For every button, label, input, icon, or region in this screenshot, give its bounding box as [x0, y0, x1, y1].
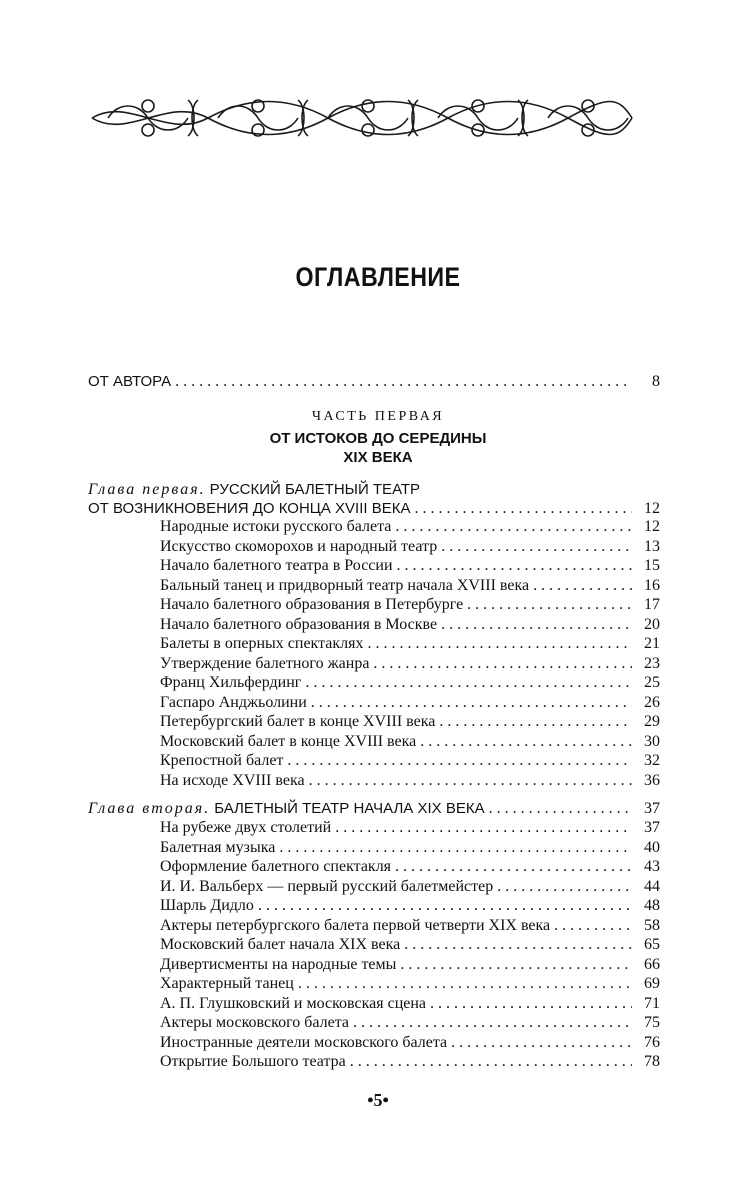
toc-page-number: 76 [644, 1033, 660, 1051]
toc-entry-chapter-1[interactable] [88, 499, 660, 518]
dot-leader [439, 712, 632, 731]
toc-entry-label: Московский балет в конце XVIII века [160, 732, 417, 750]
toc-entry-preface[interactable] [88, 372, 660, 391]
dot-leader [368, 634, 632, 653]
dot-leader [451, 1033, 632, 1052]
toc-entry-section[interactable] [160, 576, 660, 595]
dot-leader [497, 877, 632, 896]
dot-leader [311, 693, 632, 712]
toc-entry-chapter-2[interactable] [88, 799, 660, 818]
toc-page-number: 21 [644, 635, 660, 652]
part-title-line2: XIX ВЕКА [343, 449, 413, 466]
dot-leader [395, 857, 632, 876]
toc-entry-label: ОТ АВТОРА [88, 373, 172, 390]
toc-page-number: 71 [644, 994, 660, 1012]
toc-entry-section[interactable] [160, 517, 660, 536]
toc-page-number: 25 [644, 674, 660, 691]
chapter-label: Глава вторая. [88, 800, 211, 817]
toc-entry-section[interactable] [160, 615, 660, 634]
dot-leader [395, 517, 632, 536]
dot-leader [175, 372, 632, 391]
dot-leader [554, 916, 632, 935]
toc-entry-section[interactable] [160, 1033, 660, 1052]
toc-entry-label: Начало балетного образования в Москве [160, 615, 438, 633]
toc-page-number: 29 [644, 713, 660, 730]
dot-leader [287, 751, 632, 770]
toc-entry-label: Шарль Дидло [160, 897, 254, 914]
chapter-title-line1: РУССКИЙ БАЛЕТНЫЙ ТЕАТР [209, 481, 421, 498]
toc-entry-section[interactable] [160, 751, 660, 770]
decorative-scroll-ornament-icon [88, 92, 636, 144]
toc-page-number: 65 [644, 936, 660, 953]
toc-entry-label: И. И. Вальберх — первый русский балетмейстер [160, 877, 494, 895]
toc-page-number: 12 [644, 518, 660, 535]
toc-page-number: 20 [644, 615, 660, 633]
toc-page-number: 37 [644, 800, 660, 817]
dot-leader [298, 974, 632, 993]
toc-entry-label: Гаспаро Анджьолини [160, 693, 307, 711]
toc-entry-section[interactable] [160, 654, 660, 673]
toc-entry-label: Бальный танец и придворный театр начала XVIII века [160, 576, 530, 594]
toc-entry-section[interactable] [160, 877, 660, 896]
dot-leader [353, 1013, 632, 1032]
toc-entry-section[interactable] [160, 838, 660, 857]
toc-entry-section[interactable] [160, 693, 660, 712]
chapter-1-heading[interactable] [88, 480, 420, 499]
toc-page-number: 40 [644, 838, 660, 856]
toc-entry-section[interactable] [160, 935, 660, 954]
toc-page-number: 17 [644, 596, 660, 613]
dot-leader [305, 673, 632, 692]
toc-entry-label: Открытие Большого театра [160, 1053, 346, 1070]
toc-page-number: 15 [644, 557, 660, 574]
toc-page-number: 12 [644, 500, 660, 517]
toc-entry-section[interactable] [160, 857, 660, 876]
toc-page-number: 69 [644, 975, 660, 992]
toc-page-number: 16 [644, 576, 660, 594]
toc-entry-label: Искусство скоморохов и народный театр [160, 537, 438, 555]
toc-entry-label: Оформление балетного спектакля [160, 858, 392, 875]
toc-page-number: 32 [644, 752, 660, 769]
toc-page-number: 44 [644, 877, 660, 895]
toc-entry-label: На рубеже двух столетий [160, 819, 332, 836]
toc-page-number: 43 [644, 858, 660, 875]
toc-entry-section[interactable] [160, 595, 660, 614]
toc-entry-label: Франц Хильфердинг [160, 674, 302, 691]
dot-leader [441, 537, 632, 556]
toc-entry-section[interactable] [160, 818, 660, 837]
dot-leader [430, 994, 632, 1013]
part-title-line1: ОТ ИСТОКОВ ДО СЕРЕДИНЫ [269, 430, 487, 447]
toc-page-number: 23 [644, 654, 660, 672]
toc-entry-section[interactable] [160, 712, 660, 731]
toc-entry-section[interactable] [160, 634, 660, 653]
toc-page-number: 75 [644, 1014, 660, 1031]
toc-entry-label: Иностранные деятели московского балета [160, 1033, 448, 1051]
toc-entry-section[interactable] [160, 1013, 660, 1032]
dot-leader [404, 935, 632, 954]
toc-page-number: 37 [644, 819, 660, 836]
toc-entry-label: Балетная музыка [160, 838, 276, 856]
toc-entry-label: Актеры петербургского балета первой четверти XIX века [160, 916, 551, 934]
dot-leader [279, 838, 632, 857]
toc-entry-section[interactable] [160, 955, 660, 974]
toc-entry-label: На исходе XVIII века [160, 771, 305, 789]
toc-page-number: 30 [644, 732, 660, 750]
chapter-label: Глава первая. [88, 481, 206, 498]
dot-leader [335, 818, 632, 837]
toc-entry-label: Актеры московского балета [160, 1014, 349, 1031]
toc-page-number: 36 [644, 771, 660, 789]
toc-entry-section[interactable] [160, 916, 660, 935]
dot-leader [397, 556, 632, 575]
dot-leader [400, 955, 632, 974]
toc-page-number: 48 [644, 897, 660, 914]
toc-entry-label: Характерный танец [160, 975, 294, 992]
dot-leader [441, 615, 632, 634]
dot-leader [489, 799, 632, 818]
toc-entry-section[interactable] [160, 771, 660, 790]
part-label: ЧАСТЬ ПЕРВАЯ [311, 409, 445, 424]
dot-leader [414, 499, 632, 518]
toc-entry-label: Дивертисменты на народные темы [160, 955, 397, 973]
chapter-title-line2: ОТ ВОЗНИКНОВЕНИЯ ДО КОНЦА XVIII ВЕКА [88, 500, 411, 517]
toc-entry-label: Крепостной балет [160, 752, 284, 769]
toc-entry-label: Утверждение балетного жанра [160, 654, 370, 672]
dot-leader [309, 771, 632, 790]
toc-page-number: 66 [644, 955, 660, 973]
dot-leader [373, 654, 632, 673]
toc-page-number: 13 [644, 537, 660, 555]
toc-entry-section[interactable] [160, 974, 660, 993]
toc-entry-section[interactable] [160, 537, 660, 556]
toc-entry-label: А. П. Глушковский и московская сцена [160, 994, 427, 1012]
toc-entry-label: Московский балет начала XIX века [160, 936, 401, 953]
toc-entry-section[interactable] [160, 1052, 660, 1071]
dot-leader [350, 1052, 632, 1071]
toc-entry-section[interactable] [160, 556, 660, 575]
toc-entry-section[interactable] [160, 896, 660, 915]
toc-page-number: 78 [644, 1053, 660, 1070]
chapter-title-line1: БАЛЕТНЫЙ ТЕАТР НАЧАЛА XIX ВЕКА [214, 800, 485, 817]
toc-page-number: 8 [652, 373, 660, 390]
toc-entry-label: Народные истоки русского балета [160, 518, 392, 535]
toc-entry-section[interactable] [160, 673, 660, 692]
dot-leader [533, 576, 632, 595]
toc-page-number: 26 [644, 693, 660, 711]
toc-entry-label: Балеты в оперных спектаклях [160, 635, 364, 652]
dot-leader [420, 732, 632, 751]
toc-entry-label: Петербургский балет в конце XVIII века [160, 713, 436, 730]
dot-leader [258, 896, 632, 915]
toc-entry-section[interactable] [160, 994, 660, 1013]
toc-page-number: 58 [644, 916, 660, 934]
page-title: ОГЛАВЛЕНИЕ [295, 262, 461, 292]
dot-leader [467, 595, 632, 614]
toc-entry-label: Начало балетного театра в России [160, 557, 393, 574]
toc-entry-section[interactable] [160, 732, 660, 751]
page-number: •5• [367, 1090, 389, 1110]
toc-entry-label: Начало балетного образования в Петербурге [160, 596, 464, 613]
